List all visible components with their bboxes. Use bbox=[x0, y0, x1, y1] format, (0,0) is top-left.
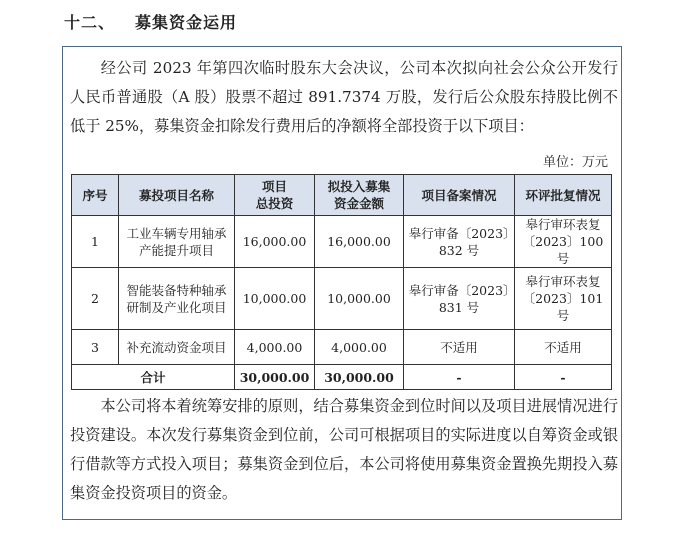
table-row bbox=[72, 268, 612, 330]
table-row bbox=[72, 216, 612, 268]
cell-eia: 皋行审环表复〔2023〕100 号 bbox=[515, 216, 612, 268]
cell-name: 补充流动资金项目 bbox=[119, 330, 235, 365]
header-eia: 环评批复情况 bbox=[515, 175, 612, 216]
cell-eia: 皋行审环表复〔2023〕101 号 bbox=[515, 268, 612, 330]
cell-no: 2 bbox=[72, 268, 119, 330]
table-header-row bbox=[72, 175, 612, 216]
cell-filing: 皋行审备〔2023〕831 号 bbox=[404, 268, 515, 330]
unit-label: 单位：万元 bbox=[542, 155, 608, 170]
cell-raised: 4,000.00 bbox=[315, 330, 404, 365]
section-number: 十二、 bbox=[64, 13, 116, 32]
cell-name: 工业车辆专用轴承产能提升项目 bbox=[119, 216, 235, 268]
header-no: 序号 bbox=[72, 175, 119, 216]
total-filing: - bbox=[404, 365, 515, 390]
intro-text: 经公司 2023 年第四次临时股东大会决议，公司本次拟向社会公众公开发行人民币普通股（A 股）股票不超过 891.7374 万股，发行后公众股东持股比例不低于 25%，募集资金扣除发行费用后的净额将全部投资于以下项目： bbox=[70, 59, 618, 135]
table-total-row bbox=[72, 365, 612, 390]
header-filing: 项目备案情况 bbox=[404, 175, 515, 216]
closing-paragraph bbox=[70, 392, 618, 508]
cell-no: 1 bbox=[72, 216, 119, 268]
cell-eia: 不适用 bbox=[515, 330, 612, 365]
cell-raised: 16,000.00 bbox=[315, 216, 404, 268]
cell-no: 3 bbox=[72, 330, 119, 365]
total-total: 30,000.00 bbox=[235, 365, 315, 390]
cell-total: 10,000.00 bbox=[235, 268, 315, 330]
closing-text: 本公司将本着统筹安排的原则，结合募集资金到位时间以及项目进展情况进行投资建设。本次发行募集资金到位前，公司可根据项目的实际进度以自筹资金或银行借款等方式投入项目；募集资金到位后，本公司将使用募集资金置换先期投入募集资金投资项目的资金。 bbox=[70, 397, 618, 502]
header-name: 募投项目名称 bbox=[119, 175, 235, 216]
cell-name: 智能装备特种轴承研制及产业化项目 bbox=[119, 268, 235, 330]
total-label: 合计 bbox=[72, 365, 235, 390]
cell-raised: 10,000.00 bbox=[315, 268, 404, 330]
header-total: 项目 总投资 bbox=[235, 175, 315, 216]
total-raised: 30,000.00 bbox=[315, 365, 404, 390]
section-title: 募集资金运用 bbox=[135, 13, 238, 32]
intro-paragraph bbox=[70, 54, 618, 141]
header-raised: 拟投入募集 资金金额 bbox=[315, 175, 404, 216]
total-eia: - bbox=[515, 365, 612, 390]
cell-total: 4,000.00 bbox=[235, 330, 315, 365]
cell-filing: 皋行审备〔2023〕832 号 bbox=[404, 216, 515, 268]
cell-total: 16,000.00 bbox=[235, 216, 315, 268]
section-heading bbox=[64, 10, 237, 33]
table-row bbox=[72, 330, 612, 365]
investment-table bbox=[71, 174, 612, 390]
cell-filing: 不适用 bbox=[404, 330, 515, 365]
